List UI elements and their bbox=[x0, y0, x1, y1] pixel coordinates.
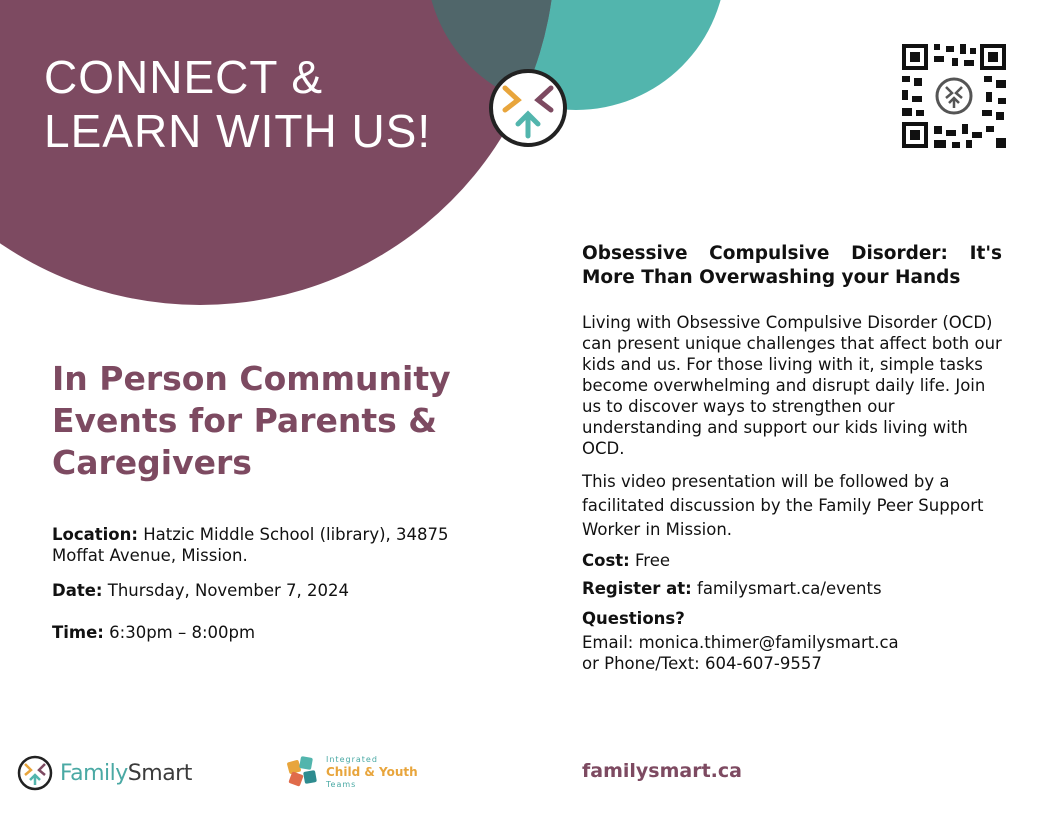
website-link[interactable]: familysmart.ca bbox=[582, 760, 742, 782]
cost-line bbox=[582, 550, 670, 571]
familysmart-footer-logo bbox=[16, 754, 192, 792]
event-video-note: This video presentation will be followed by a facilitated discussion by the Family Peer Support Worker in Mission. bbox=[582, 472, 984, 539]
event-description: Living with Obsessive Compulsive Disorder (OCD) can present unique challenges that affect both our kids and us. For those living with it, simple tasks become overwhelming and disrupt daily life. Join us to discover ways to strengthen our understanding and support our kids living with OCD. bbox=[582, 313, 1002, 458]
register-link[interactable]: familysmart.ca/events bbox=[697, 579, 882, 598]
event-title: Obsessive Compulsive Disorder: It's More Than Overwashing your Hands bbox=[582, 243, 1002, 288]
integrated-teams-logo bbox=[286, 754, 418, 790]
date-label: Date: bbox=[52, 581, 103, 600]
date-line bbox=[52, 580, 472, 601]
cost-value: Free bbox=[635, 551, 671, 570]
location-label: Location: bbox=[52, 525, 138, 544]
location-line bbox=[52, 524, 472, 566]
time-label: Time: bbox=[52, 623, 104, 642]
headline: CONNECT & LEARN WITH US! bbox=[44, 51, 432, 157]
qr-code-icon bbox=[900, 42, 1008, 150]
location-value: Hatzic Middle School (library), 34875 Moffat Avenue, Mission. bbox=[52, 525, 449, 565]
register-label: Register at: bbox=[582, 579, 692, 598]
familysmart-wordmark: FamilySmart bbox=[60, 760, 192, 786]
questions-heading bbox=[582, 608, 685, 629]
date-value: Thursday, November 7, 2024 bbox=[107, 581, 350, 600]
phone-line: or Phone/Text: 604-607-9557 bbox=[582, 654, 822, 673]
integrated-teams-wordmark: Integrated Child & Youth Teams bbox=[326, 755, 418, 789]
questions-label: Questions? bbox=[582, 609, 685, 628]
integrated-teams-logo-icon bbox=[286, 755, 322, 789]
time-value: 6:30pm – 8:00pm bbox=[109, 623, 256, 642]
email-line[interactable]: Email: monica.thimer@familysmart.ca bbox=[582, 633, 899, 652]
time-line bbox=[52, 622, 472, 643]
events-title: In Person Community Events for Parents & Caregivers bbox=[52, 359, 451, 482]
register-line bbox=[582, 578, 882, 599]
familysmart-logo-icon bbox=[491, 71, 565, 145]
cost-label: Cost: bbox=[582, 551, 630, 570]
familysmart-logo-icon bbox=[16, 754, 54, 792]
